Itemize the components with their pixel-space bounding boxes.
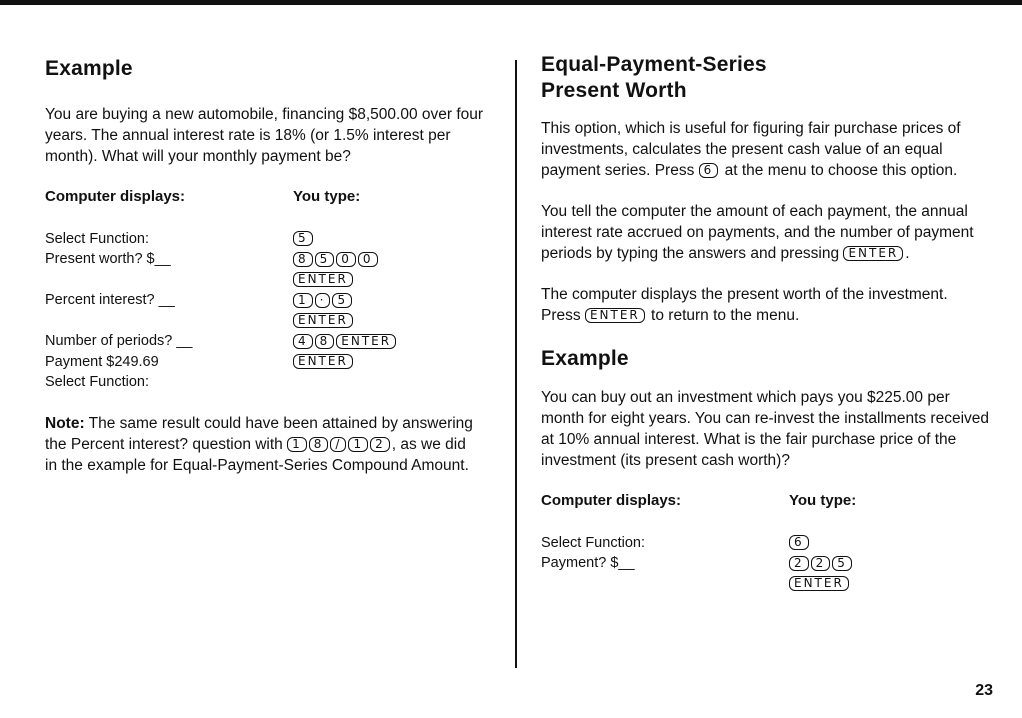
step-row (45, 290, 485, 311)
page-number: 23 (975, 682, 993, 699)
key-enter: ENTER (336, 334, 396, 349)
para2-text-a: You tell the computer the amount of each payment, the annual interest rate accrued on payments, and the number of payment periods by typing the answers and pressing (541, 203, 974, 262)
key-slash: / (330, 437, 346, 452)
key-2: 2 (811, 556, 831, 571)
key-5: 5 (315, 252, 335, 267)
key-0: 0 (336, 252, 356, 267)
key-5: 5 (293, 231, 313, 246)
keys-to-type (293, 229, 315, 250)
step-row (45, 372, 485, 393)
right-title-line-2: Present Worth (541, 79, 687, 102)
keys-to-type (293, 270, 355, 291)
left-intro-paragraph: You are buying a new automobile, financing $8,500.00 over four years. The annual interest rate is 18% (or 1.5% interest per month). What will your monthly payment be? (45, 106, 484, 165)
step-row (45, 229, 485, 250)
right-column (541, 52, 991, 594)
key-1: 1 (293, 293, 313, 308)
left-note (45, 413, 475, 476)
keys-to-type (789, 553, 854, 574)
header-you-type: You type: (293, 188, 361, 205)
header-you-type: You type: (789, 492, 857, 509)
keys-to-type (293, 249, 380, 270)
step-row (45, 331, 485, 352)
computer-display-text: Select Function: (45, 230, 149, 247)
right-column-headers (541, 491, 991, 512)
key-2: 2 (789, 556, 809, 571)
computer-display-text (45, 311, 293, 332)
computer-display-text: Number of periods? __ (45, 333, 193, 349)
para3-text-b: to return to the menu. (646, 307, 800, 324)
left-steps-table (45, 229, 485, 393)
key-8: 8 (315, 334, 335, 349)
note-keys (287, 436, 392, 453)
right-paragraph-1 (541, 118, 991, 181)
keys-to-type (293, 352, 355, 373)
key-decimal: · (315, 293, 331, 308)
key-4: 4 (293, 334, 313, 349)
key-8: 8 (309, 437, 329, 452)
keys-to-type (789, 533, 811, 554)
para2-text-b: . (905, 245, 910, 262)
left-example-heading: Example (45, 57, 133, 80)
key-6: 6 (789, 535, 809, 550)
key-enter: ENTER (293, 313, 353, 328)
note-label: Note: (45, 414, 85, 432)
left-column-headers (45, 187, 485, 208)
step-row (541, 533, 991, 554)
column-divider (515, 60, 517, 668)
key-1: 1 (287, 437, 307, 452)
key-enter: ENTER (293, 354, 353, 369)
right-steps-table (541, 533, 991, 595)
right-paragraph-4: You can buy out an investment which pays you $225.00 per month for eight years. You can re-invest the installments received at 10% annual interest. What is the fair purchase price of the investment (its present cash worth)? (541, 389, 990, 469)
step-row (541, 574, 991, 595)
key-2: 2 (370, 437, 390, 452)
computer-display-text: Select Function: (45, 374, 149, 390)
key-enter: ENTER (843, 246, 903, 261)
computer-display-text: Present worth? $__ (45, 251, 171, 267)
key-8: 8 (293, 252, 313, 267)
computer-display-text (45, 270, 293, 291)
key-6: 6 (699, 163, 719, 178)
step-row (45, 352, 485, 373)
step-row (541, 553, 991, 574)
right-paragraph-2 (541, 201, 991, 264)
left-column (45, 56, 485, 476)
para1-text-a: This option, which is useful for figuring fair purchase prices of investments, calculates the present cash value of an equal payment series. Press (541, 120, 961, 179)
header-computer-displays: Computer displays: (541, 492, 682, 509)
computer-display-text: Select Function: (541, 534, 645, 551)
key-1: 1 (348, 437, 368, 452)
note-text-2: , as we did in the example for Equal-Payment-Series Compound Amount. (45, 435, 469, 474)
key-0: 0 (358, 252, 378, 267)
step-row (45, 249, 485, 270)
key-5: 5 (332, 293, 352, 308)
keys-to-type (293, 311, 355, 332)
computer-display-text: Payment? $__ (541, 555, 635, 571)
para1-text-b: at the menu to choose this option. (720, 162, 958, 179)
computer-display-text (541, 574, 789, 595)
key-enter: ENTER (585, 308, 645, 323)
step-row (45, 311, 485, 332)
keys-to-type (789, 574, 851, 595)
key-5: 5 (832, 556, 852, 571)
computer-display-text: Percent interest? __ (45, 292, 175, 308)
header-computer-displays: Computer displays: (45, 188, 186, 205)
step-row (45, 270, 485, 291)
right-title-line-1: Equal-Payment-Series (541, 53, 767, 76)
keys-to-type (293, 290, 354, 311)
right-example-heading: Example (541, 347, 629, 370)
key-enter: ENTER (789, 576, 849, 591)
right-paragraph-3 (541, 284, 991, 326)
keys-to-type (293, 331, 398, 352)
note-text-1: The same result could have been attained by answering the Percent interest? question with (45, 414, 473, 453)
para3-text-a: The computer displays the present worth of the investment. Press (541, 286, 948, 324)
key-enter: ENTER (293, 272, 353, 287)
top-rule (0, 0, 1022, 5)
computer-display-text: Payment $249.69 (45, 353, 159, 370)
